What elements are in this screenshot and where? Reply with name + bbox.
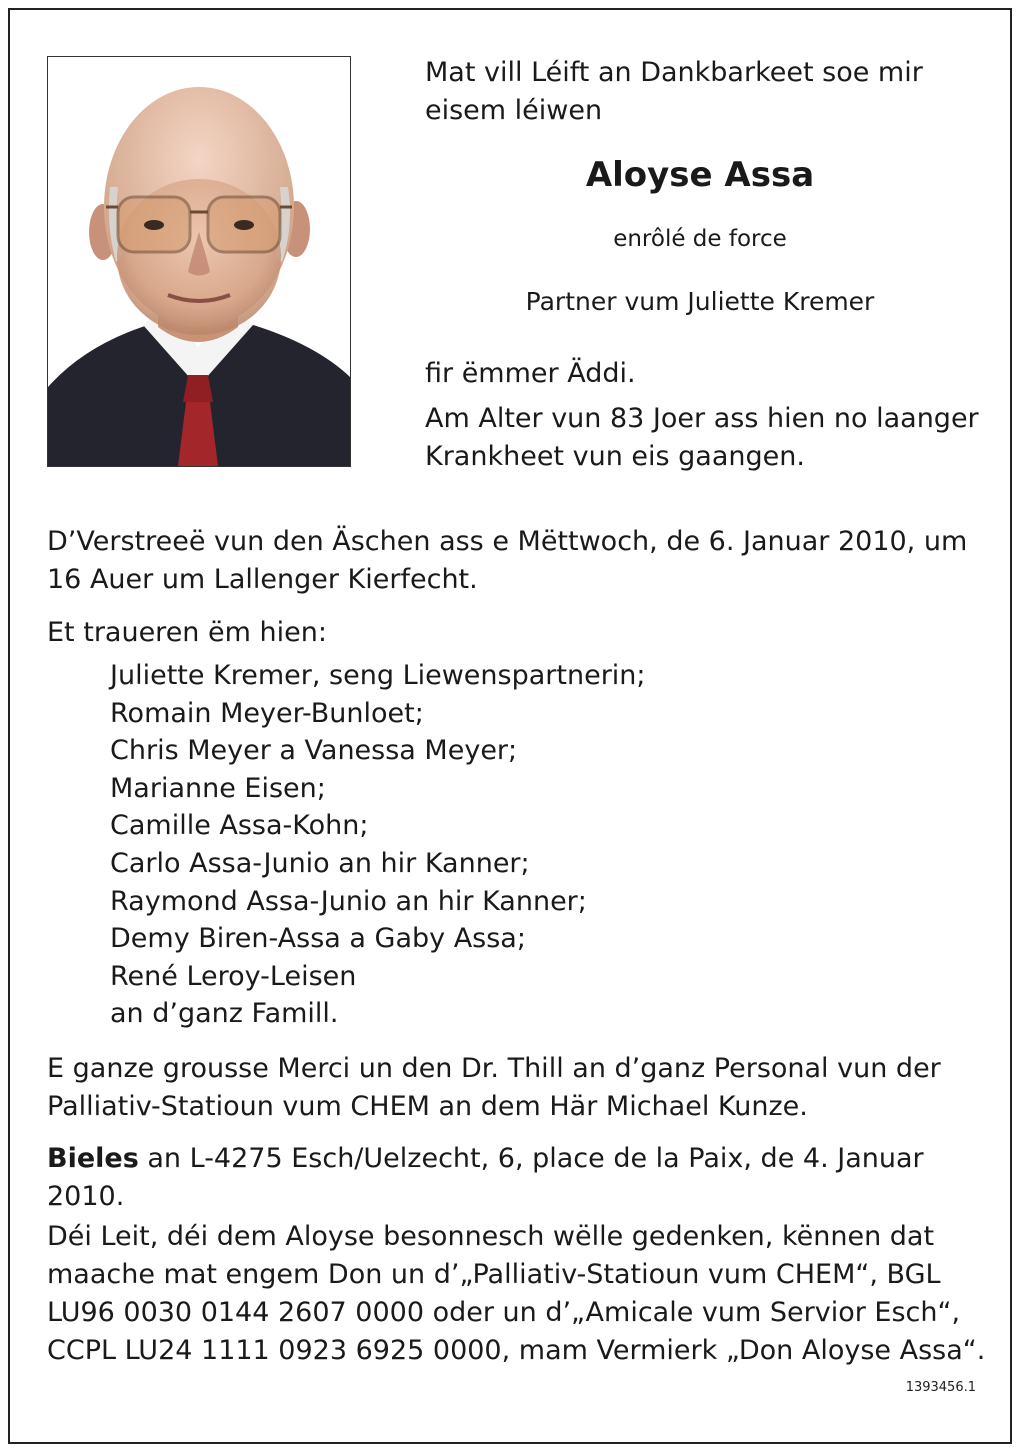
deceased-name: Aloyse Assa [585, 155, 815, 195]
place-label: Bieles [47, 1143, 139, 1174]
portrait-photo [47, 56, 351, 467]
partner-line: Partner vum Juliette Kremer [525, 287, 875, 316]
list-item: Marianne Eisen; [110, 772, 326, 804]
list-item: Carlo Assa-Junio an hir Kanner; [110, 847, 530, 879]
list-item: Demy Biren-Assa a Gaby Assa; [110, 923, 526, 955]
list-item: Raymond Assa-Junio an hir Kanner; [110, 885, 587, 917]
ash-scattering-text: D’Verstreeë vun den Äschen ass e Mëttwoch, de 6. Januar 2010, um 16 Auer um Lallenger Kierfecht. [47, 526, 968, 595]
list-item: an d’ganz Famill. [110, 998, 339, 1030]
age-text: Am Alter vun 83 Joer ass hien no laanger Krankheet vun eis gaangen. [425, 403, 979, 472]
donation-text: Déi Leit, déi dem Aloyse besonnesch wëlle gedenken, kënnen dat maache mat engem Don un d’„Palliativ-Statioun vum CHEM“, BGL LU96 0030 0144 2607 0000 oder un d’„Amicale vum Servior Esch“, CCPL LU24 1111 0923 6925 0000, mam Vermierk „Don Aloyse Assa“. [47, 1221, 986, 1366]
place-date-text [47, 1140, 987, 1216]
list-item: Romain Meyer-Bunloet; [110, 697, 424, 729]
list-item: Chris Meyer a Vanessa Meyer; [110, 735, 518, 767]
list-item: René Leroy-Leisen [110, 960, 357, 992]
reference-number: 1393456.1 [905, 1380, 976, 1395]
intro-text: Mat vill Léift an Dankbarkeet soe mir eisem léiwen [425, 57, 923, 126]
farewell-text: fir ëmmer Äddi. [425, 358, 636, 389]
place-detail: an L-4275 Esch/Uelzecht, 6, place de la Paix, de 4. Januar 2010. [47, 1143, 924, 1212]
mourners-heading: Et traueren ëm hien: [47, 617, 327, 648]
list-item: Juliette Kremer, seng Liewenspartnerin; [110, 660, 646, 691]
thanks-text: E ganze grousse Merci un den Dr. Thill an d’ganz Personal vun der Palliativ-Statioun vum CHEM an dem Här Michael Kunze. [47, 1053, 941, 1122]
subtitle: enrôlé de force [613, 226, 787, 252]
list-item: Camille Assa-Kohn; [110, 810, 369, 842]
mourners-list [110, 657, 646, 1033]
